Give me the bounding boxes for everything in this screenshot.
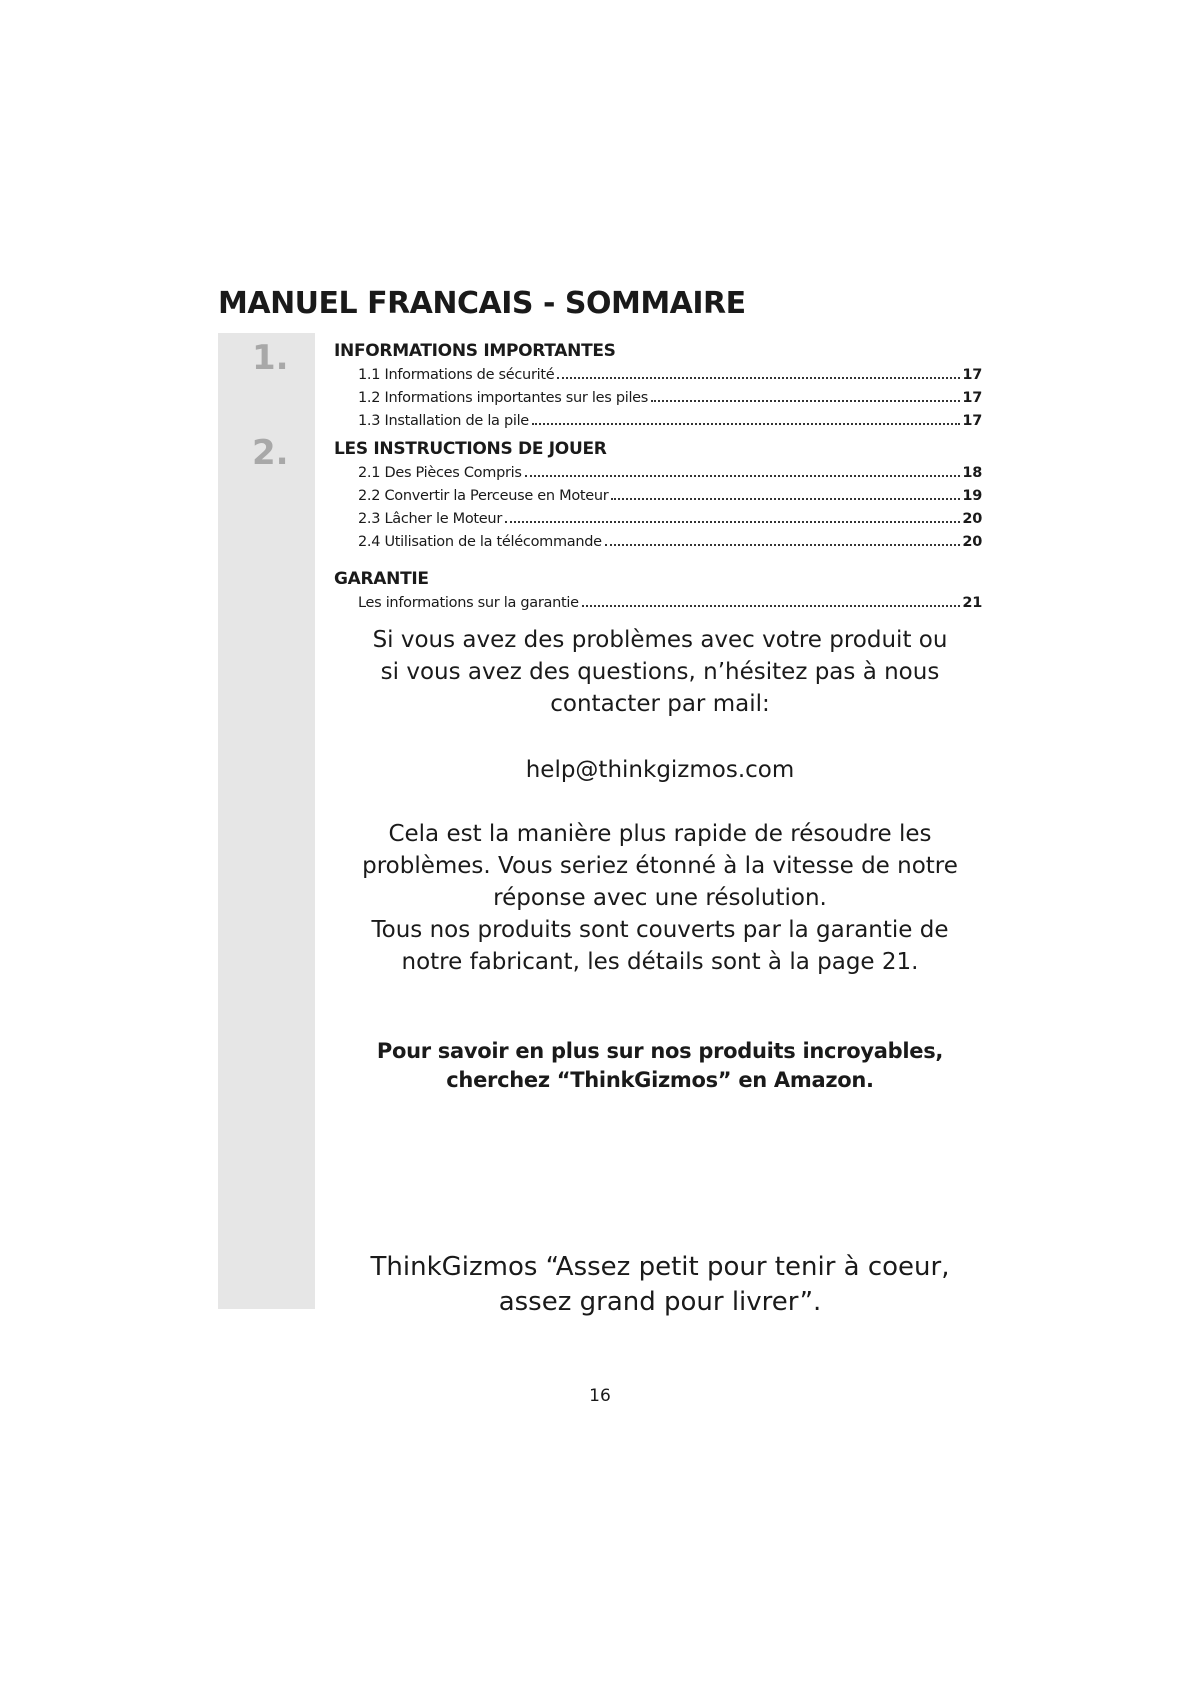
toc-entry-label: 2.4 Utilisation de la télécommande — [358, 534, 602, 550]
toc-entry — [358, 484, 982, 504]
contact-line: contacter par mail: — [550, 691, 770, 717]
toc-entry-label: 2.2 Convertir la Perceuse en Moteur — [358, 488, 609, 504]
toc-entry-label: 1.2 Informations importantes sur les piles — [358, 390, 649, 406]
toc-entry — [358, 386, 982, 406]
section-number-2: 2. — [252, 433, 289, 473]
dot-leader — [532, 423, 960, 425]
support-email[interactable]: help@thinkgizmos.com — [525, 757, 795, 783]
page-number: 16 — [589, 1386, 611, 1406]
toc-entry — [358, 507, 982, 527]
dot-leader — [651, 400, 960, 402]
dot-leader — [605, 544, 961, 546]
section-heading-garantie: GARANTIE — [334, 569, 429, 589]
body-line: Tous nos produits sont couverts par la garantie de — [371, 917, 949, 943]
toc-entry-label: 1.1 Informations de sécurité — [358, 367, 555, 383]
section-number-1: 1. — [252, 338, 289, 378]
dot-leader — [505, 521, 960, 523]
section-sidebar — [218, 333, 315, 1309]
dot-leader — [557, 377, 960, 379]
body-line: notre fabricant, les détails sont à la page 21. — [401, 949, 919, 975]
toc-entry-label: 2.3 Lâcher le Moteur — [358, 511, 502, 527]
toc-entry-page: 17 — [962, 367, 982, 383]
section-heading-informations: INFORMATIONS IMPORTANTES — [334, 341, 616, 361]
toc-entry — [358, 363, 982, 383]
body-line: Cela est la manière plus rapide de résoudre les — [388, 821, 932, 847]
promo-line: cherchez “ThinkGizmos” en Amazon. — [446, 1068, 874, 1092]
toc-entry-label: Les informations sur la garantie — [358, 595, 579, 611]
page-title: MANUEL FRANCAIS - SOMMAIRE — [218, 286, 746, 321]
toc-entry-page: 20 — [962, 534, 982, 550]
promo-line: Pour savoir en plus sur nos produits incroyables, — [376, 1039, 944, 1063]
toc-entry-page: 21 — [962, 595, 982, 611]
slogan-line: ThinkGizmos “Assez petit pour tenir à coeur, — [370, 1252, 950, 1282]
toc-entry — [358, 461, 982, 481]
toc-entry — [358, 530, 982, 550]
toc-entry-page: 20 — [962, 511, 982, 527]
contact-line: si vous avez des questions, n’hésitez pas à nous — [380, 659, 940, 685]
support-paragraph — [330, 818, 990, 978]
slogan-line: assez grand pour livrer”. — [498, 1287, 822, 1317]
body-line: réponse avec une résolution. — [493, 885, 827, 911]
dot-leader — [611, 498, 960, 500]
toc-entry-page: 17 — [962, 413, 982, 429]
toc-entry — [358, 409, 982, 429]
contact-paragraph — [330, 624, 990, 720]
toc-entry-label: 2.1 Des Pièces Compris — [358, 465, 522, 481]
body-line: problèmes. Vous seriez étonné à la vitesse de notre — [362, 853, 958, 879]
section-heading-instructions: LES INSTRUCTIONS DE JOUER — [334, 439, 607, 459]
toc-entry — [358, 591, 982, 611]
toc-entry-page: 18 — [962, 465, 982, 481]
dot-leader — [525, 475, 961, 477]
brand-slogan — [330, 1250, 990, 1320]
promo-paragraph — [330, 1037, 990, 1095]
toc-entry-page: 19 — [962, 488, 982, 504]
contact-line: Si vous avez des problèmes avec votre produit ou — [372, 627, 948, 653]
toc-entry-label: 1.3 Installation de la pile — [358, 413, 529, 429]
toc-entry-page: 17 — [962, 390, 982, 406]
dot-leader — [582, 605, 961, 607]
